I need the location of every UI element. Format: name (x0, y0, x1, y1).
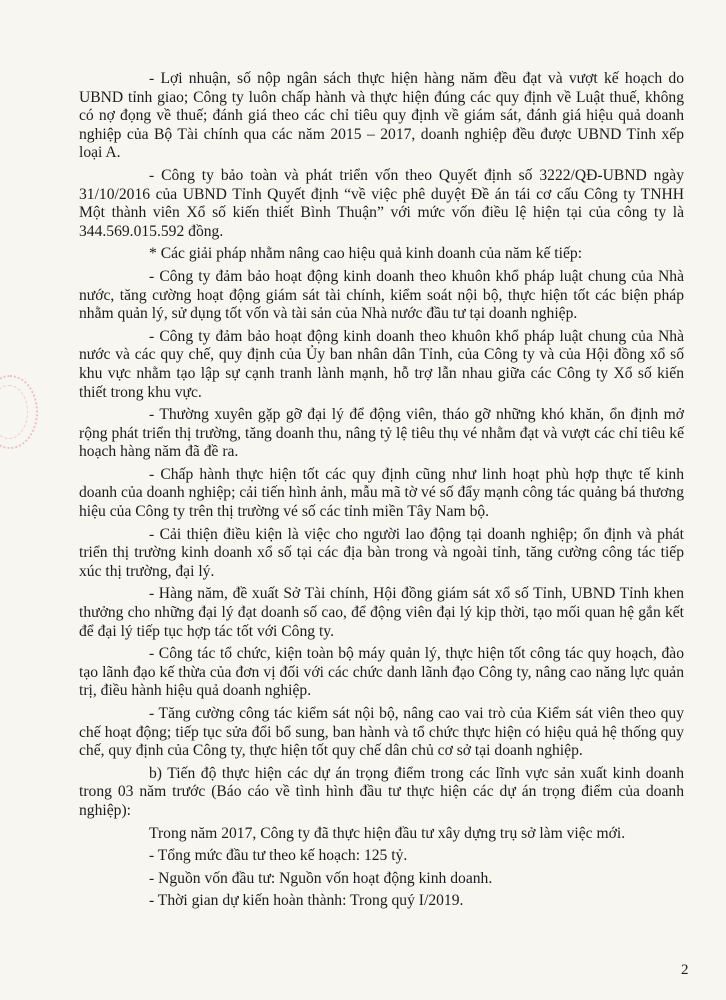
paragraph-branding: - Chấp hành thực hiện tốt các quy định cũng như linh hoạt phù hợp thực tế kinh doanh của doanh nghiệp; cải tiến hình ảnh, mẫu mã tờ vé số đẩy mạnh công tác quảng bá thương hiệu của Công ty trên thị trường vé số các tỉnh miền Tây Nam bộ. (79, 465, 684, 521)
paragraph-funding-source: - Nguồn vốn đầu tư: Nguồn vốn hoạt động kinh doanh. (149, 869, 493, 887)
paragraph-project-progress: b) Tiến độ thực hiện các dự án trọng điểm trong các lĩnh vực sản xuất kinh doanh trong 03 năm trước (Báo cáo về tình hình đầu tư thực hiện các dự án trọng điểm của doanh nghiệp): (79, 764, 684, 819)
paragraph-agent-rewards: - Hàng năm, đề xuất Sở Tài chính, Hội đồng giám sát xổ số Tỉnh, UBND Tỉnh khen thưởng cho những đại lý đạt doanh số cao, để động viên đại lý kịp thời, tạo mối quan hệ gắn kết để đại lý tiếp tục hợp tác tốt với Công ty. (79, 585, 684, 640)
page-number: 2 (681, 962, 689, 978)
paragraph-agent-meetings: - Thường xuyên gặp gỡ đại lý để động viên, tháo gỡ những khó khăn, ổn định mở rộng phát triển thị trường, tăng doanh thu, nâng tỷ lệ tiêu thụ vé nhằm đạt và vượt các chỉ tiêu kế hoạch hàng năm đã đề ra. (79, 406, 684, 461)
paragraph-total-investment: - Tổng mức đầu tư theo kế hoạch: 125 tỷ. (149, 847, 408, 865)
paragraph-new-headquarters: Trong năm 2017, Công ty đã thực hiện đầu tư xây dựng trụ sở làm việc mới. (149, 824, 626, 842)
paragraph-legal-framework: - Công ty đảm bảo hoạt động kinh doanh theo khuôn khổ pháp luật chung của Nhà nước, tăng cường hoạt động giám sát tài chính, kiểm soát nội bộ, thực hiện tốt các biện pháp nhằm quản lý, sử dụng tốt vốn và tài sản của Nhà nước đầu tư tại doanh nghiệp. (79, 267, 684, 323)
document-body (79, 70, 684, 915)
red-seal-fragment (0, 375, 38, 449)
paragraph-working-conditions: - Cải thiện điều kiện là việc cho người lao động tại doanh nghiệp; ổn định và phát triển thị trường kinh doanh xổ số tại các địa bàn trong và ngoài tỉnh, tăng cường công tác tiếp xúc thị trường, đại lý. (79, 525, 684, 580)
paragraph-organization: - Công tác tổ chức, kiện toàn bộ máy quản lý, thực hiện tốt công tác quy hoạch, đào tạo lãnh đạo kế thừa của đơn vị đối với các chức danh lãnh đạo Công ty, nâng cao năng lực quản trị, điều hành hiệu quả doanh nghiệp. (79, 645, 684, 700)
red-seal-inner-ring (0, 385, 28, 439)
paragraph-capital-preservation: - Công ty bảo toàn và phát triển vốn theo Quyết định số 3222/QĐ-UBND ngày 31/10/2016 của UBND Tỉnh Quyết định “về việc phê duyệt Đề án tái cơ cấu Công ty TNHH Một thành viên Xổ số kiến thiết Bình Thuận” với mức vốn điều lệ hiện tại của công ty là 344.569.015.592 đồng. (79, 166, 684, 240)
paragraph-completion-time: - Thời gian dự kiến hoàn thành: Trong quý I/2019. (149, 892, 464, 910)
paragraph-regulations-cooperation: - Công ty đảm bảo hoạt động kinh doanh theo khuôn khổ pháp luật chung của Nhà nước và các quy chế, quy định của Ủy ban nhân dân Tỉnh, của Công ty và của Hội đồng xổ số khu vực nhằm tạo lập sự cạnh tranh lành mạnh, hỗ trợ lẫn nhau giữa các Công ty Xổ số kiến thiết trong khu vực. (79, 327, 684, 401)
paragraph-profit-budget: - Lợi nhuận, số nộp ngân sách thực hiện hàng năm đều đạt và vượt kế hoạch do UBND tỉnh giao; Công ty luôn chấp hành và thực hiện đúng các quy định về Luật thuế, không có nợ đọng về thuế; đánh giá theo các chỉ tiêu quy định về giám sát, đánh giá hiệu quả doanh nghiệp của Bộ Tài chính qua các năm 2015 – 2017, doanh nghiệp đều được UBND Tỉnh xếp loại A. (79, 70, 684, 162)
paragraph-internal-control: - Tăng cường công tác kiểm sát nội bộ, nâng cao vai trò của Kiểm sát viên theo quy chế hoạt động; tiếp tục sửa đổi bổ sung, ban hành và tổ chức thực hiện có hiệu quả hệ thống quy chế, quy định của Công ty, thực hiện tốt quy chế dân chủ cơ sở tại doanh nghiệp. (79, 705, 684, 760)
paragraph-solutions-heading: * Các giải pháp nhằm nâng cao hiệu quả kinh doanh của năm kế tiếp: (149, 245, 583, 263)
